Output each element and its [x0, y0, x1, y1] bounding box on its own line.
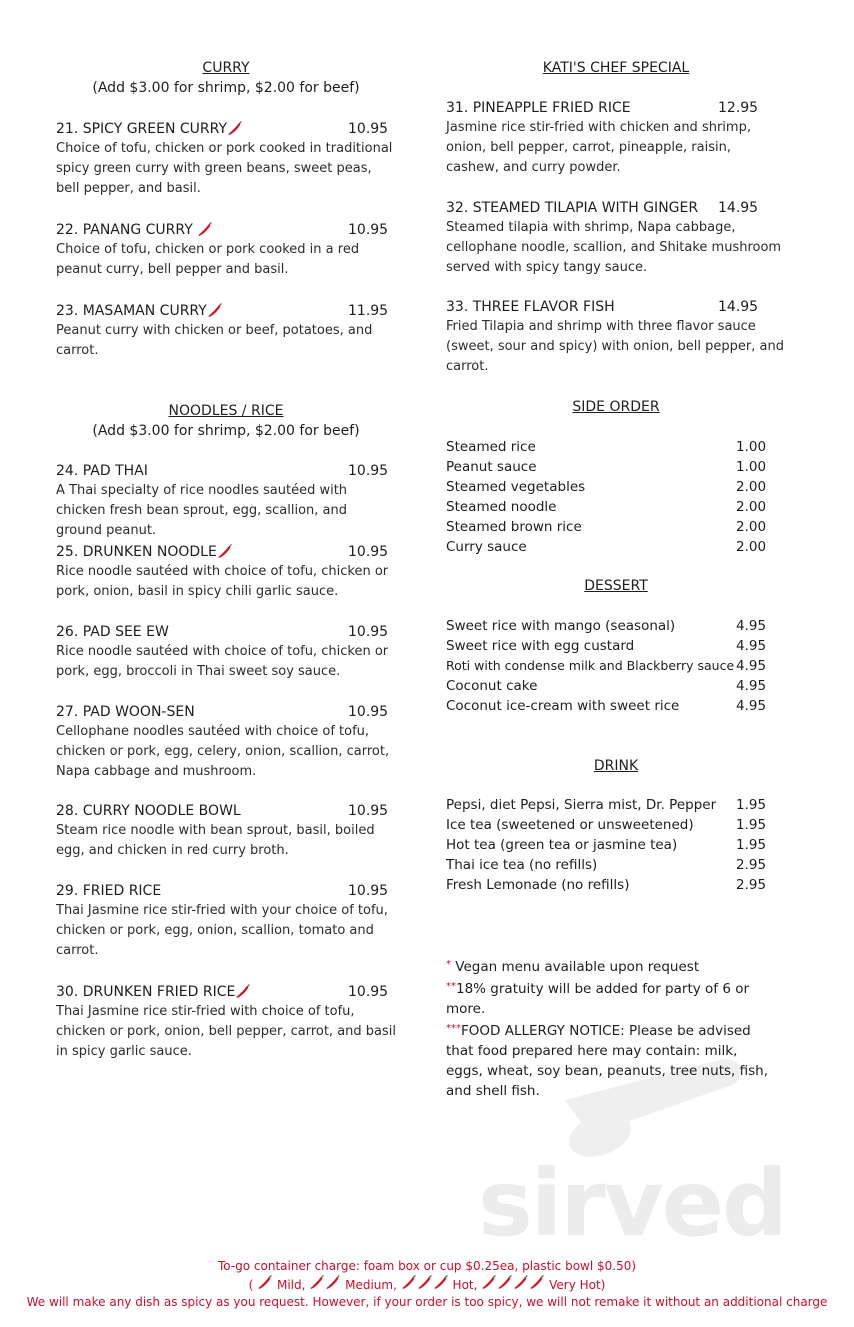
section-curry	[56, 58, 396, 98]
legend-hot: Hot,	[452, 1278, 478, 1292]
item-price: 10.95	[348, 463, 389, 479]
legend-very-hot: Very Hot)	[549, 1278, 606, 1292]
item-description: Thai Jasmine rice stir-fried with your choice of tofu, chicken or pork, egg, onion, scallion, tomato and carrot.	[56, 903, 388, 958]
chili-pepper-icon	[497, 1275, 513, 1291]
item-name: Steamed rice	[446, 439, 536, 455]
chili-pepper-icon	[417, 1275, 433, 1291]
item-name: Peanut sauce	[446, 459, 537, 475]
item-name: Steamed vegetables	[446, 479, 586, 495]
menu-item	[56, 622, 396, 682]
item-description: A Thai specialty of rice noodles sautéed with chicken fresh bean sprout, egg, scallion, and ground peanut.	[56, 483, 348, 538]
section-title-side-order: SIDE ORDER	[572, 399, 660, 415]
item-name: 22. PANANG CURRY	[56, 222, 193, 238]
item-name: Fresh Lemonade (no refills)	[446, 877, 630, 893]
item-name: Steamed brown rice	[446, 519, 582, 535]
chili-pepper-icon	[207, 303, 223, 319]
list-item	[446, 855, 786, 875]
item-description: Rice noodle sautéed with choice of tofu, chicken or pork, egg, broccoli in Thai sweet soy sauce.	[56, 644, 389, 679]
item-description: Steam rice noodle with bean sprout, basil, boiled egg, and chicken in red curry broth.	[56, 823, 375, 858]
chili-pepper-icon	[433, 1275, 449, 1291]
note-gratuity	[446, 977, 776, 1019]
menu-item	[56, 119, 396, 199]
item-name: 32. STEAMED TILAPIA WITH GINGER	[446, 200, 699, 216]
menu-item	[56, 301, 396, 361]
list-item	[446, 815, 786, 835]
menu-item	[56, 542, 396, 602]
chili-pepper-icon	[513, 1275, 529, 1291]
item-description: Jasmine rice stir-fried with chicken and shrimp, onion, bell pepper, carrot, pineapple, raisin, cashew, and curry powder.	[446, 120, 751, 175]
item-name: 23. MASAMAN CURRY	[56, 303, 207, 319]
drink-list	[446, 795, 786, 895]
chili-pepper-icon	[481, 1275, 497, 1291]
item-price: 4.95	[736, 618, 767, 634]
section-subtitle: (Add $3.00 for shrimp, $2.00 for beef)	[92, 423, 360, 439]
section-noodles-rice	[56, 401, 396, 441]
section-title: CURRY	[202, 60, 250, 76]
notes	[446, 955, 776, 1101]
chili-pepper-icon	[309, 1275, 325, 1291]
list-item	[446, 497, 786, 517]
menu-item	[56, 881, 396, 961]
chili-pepper-icon	[217, 544, 233, 560]
section-subtitle: (Add $3.00 for shrimp, $2.00 for beef)	[92, 80, 360, 96]
chili-pepper-icon	[529, 1275, 545, 1291]
spicy-policy: We will make any dish as spicy as you request. However, if your order is too spicy, we will not remake it without an additional charge	[26, 1295, 828, 1309]
menu-item	[446, 198, 786, 278]
side-order-list	[446, 437, 786, 557]
list-item	[446, 537, 786, 557]
item-description: Cellophane noodles sautéed with choice of tofu, chicken or pork, egg, celery, onion, scallion, carrot, Napa cabbage and mushroom.	[56, 724, 390, 779]
list-item	[446, 616, 786, 636]
chili-pepper-icon	[401, 1275, 417, 1291]
list-item	[446, 517, 786, 537]
item-price: 2.00	[736, 499, 767, 515]
chili-pepper-icon	[257, 1275, 273, 1291]
note-text: FOOD ALLERGY NOTICE: Please be advised that food prepared here may contain: milk, eggs, wheat, soy bean, peanuts, tree nuts, fish, and shell fish.	[446, 1023, 768, 1099]
menu-item	[56, 801, 396, 861]
item-name: 24. PAD THAI	[56, 463, 148, 479]
item-price: 4.95	[736, 678, 767, 694]
item-price: 10.95	[348, 984, 389, 1000]
item-name: Sweet rice with egg custard	[446, 638, 635, 654]
item-price: 10.95	[348, 883, 389, 899]
item-price: 10.95	[348, 624, 389, 640]
item-name: 27. PAD WOON-SEN	[56, 704, 195, 720]
item-price: 10.95	[348, 121, 389, 137]
legend-open: (	[248, 1278, 254, 1292]
item-name: Coconut cake	[446, 678, 538, 694]
note-text: Vegan menu available upon request	[451, 959, 700, 975]
list-item	[446, 477, 786, 497]
item-description: Choice of tofu, chicken or pork cooked in a red peanut curry, bell pepper and basil.	[56, 242, 360, 277]
item-price: 1.95	[736, 817, 767, 833]
item-description: Choice of tofu, chicken or pork cooked in traditional spicy green curry with green beans, sweet peas, bell pepper, and basil.	[56, 141, 393, 196]
note-text: 18% gratuity will be added for party of 6 or more.	[446, 981, 750, 1017]
item-price: 4.95	[736, 658, 767, 674]
item-price: 2.95	[736, 857, 767, 873]
item-name: 30. DRUNKEN FRIED RICE	[56, 984, 236, 1000]
section-title-dessert: DESSERT	[584, 578, 648, 594]
item-name: Roti with condense milk and Blackberry sauce	[446, 658, 735, 673]
list-item	[446, 437, 786, 457]
item-price: 14.95	[718, 200, 759, 216]
item-name: Pepsi, diet Pepsi, Sierra mist, Dr. Pepper	[446, 797, 717, 813]
menu-item	[56, 702, 396, 782]
item-name: 21. SPICY GREEN CURRY	[56, 121, 228, 137]
item-name: 29. FRIED RICE	[56, 883, 162, 899]
note-marker: *	[446, 959, 451, 970]
item-price: 4.95	[736, 698, 767, 714]
item-name: 25. DRUNKEN NOODLE	[56, 544, 217, 560]
item-price: 10.95	[348, 704, 389, 720]
item-price: 2.00	[736, 519, 767, 535]
item-name: Steamed noodle	[446, 499, 557, 515]
list-item	[446, 835, 786, 855]
menu-item	[56, 982, 396, 1062]
list-item	[446, 875, 786, 895]
item-description: Thai Jasmine rice stir-fried with choice of tofu, chicken or pork, onion, bell pepper, carrot, and basil in spicy garlic sauce.	[56, 1004, 396, 1059]
item-name: Sweet rice with mango (seasonal)	[446, 618, 676, 634]
item-price: 2.00	[736, 479, 767, 495]
item-name: Thai ice tea (no refills)	[446, 857, 598, 873]
item-price: 11.95	[348, 303, 389, 319]
note-marker: ***	[446, 1023, 461, 1034]
chili-pepper-icon	[197, 222, 213, 238]
section-title: NOODLES / RICE	[168, 403, 284, 419]
item-price: 1.95	[736, 837, 767, 853]
watermark-text: sirved	[478, 1150, 786, 1257]
section-title-chef-special: KATI'S CHEF SPECIAL	[542, 60, 690, 76]
chili-pepper-icon	[235, 984, 251, 1000]
note-vegan	[446, 955, 776, 977]
item-price: 10.95	[348, 544, 389, 560]
item-price: 10.95	[348, 803, 389, 819]
list-item	[446, 676, 786, 696]
note-allergy	[446, 1019, 776, 1101]
menu-item	[446, 297, 786, 377]
section-title-drink: DRINK	[593, 758, 639, 774]
footer	[0, 1258, 854, 1311]
item-name: Curry sauce	[446, 539, 527, 555]
list-item	[446, 656, 786, 676]
list-item	[446, 696, 786, 716]
item-description: Rice noodle sautéed with choice of tofu, chicken or pork, onion, basil in spicy chili garlic sauce.	[56, 564, 389, 599]
legend-medium: Medium,	[345, 1278, 397, 1292]
item-price: 10.95	[348, 222, 389, 238]
spice-legend	[0, 1275, 854, 1294]
item-price: 4.95	[736, 638, 767, 654]
item-price: 1.95	[736, 797, 767, 813]
menu-item	[56, 461, 396, 541]
chili-pepper-icon	[227, 121, 243, 137]
list-item	[446, 457, 786, 477]
item-name: 33. THREE FLAVOR FISH	[446, 299, 615, 315]
item-description: Steamed tilapia with shrimp, Napa cabbage, cellophane noodle, scallion, and Shitake mushroom served with spicy tangy sauce.	[446, 220, 782, 275]
item-name: 26. PAD SEE EW	[56, 624, 169, 640]
menu-item	[446, 98, 786, 178]
item-price: 12.95	[718, 100, 759, 116]
menu-item	[56, 220, 396, 280]
item-name: Ice tea (sweetened or unsweetened)	[446, 817, 694, 833]
item-price: 1.00	[736, 459, 767, 475]
item-name: Hot tea (green tea or jasmine tea)	[446, 837, 678, 853]
item-description: Fried Tilapia and shrimp with three flavor sauce (sweet, sour and spicy) with onion, bell pepper, and carrot.	[446, 319, 784, 374]
legend-mild: Mild,	[276, 1278, 306, 1292]
dessert-list	[446, 616, 786, 716]
list-item	[446, 636, 786, 656]
list-item	[446, 795, 786, 815]
note-marker: **	[446, 981, 456, 992]
item-price: 2.00	[736, 539, 767, 555]
item-name: 28. CURRY NOODLE BOWL	[56, 803, 241, 819]
item-price: 2.95	[736, 877, 767, 893]
chili-pepper-icon	[325, 1275, 341, 1291]
item-price: 1.00	[736, 439, 767, 455]
item-price: 14.95	[718, 299, 759, 315]
item-name: Coconut ice-cream with sweet rice	[446, 698, 680, 714]
item-description: Peanut curry with chicken or beef, potatoes, and carrot.	[56, 323, 373, 358]
container-charge: To-go container charge: foam box or cup $0.25ea, plastic bowl $0.50)	[217, 1259, 637, 1273]
item-name: 31. PINEAPPLE FRIED RICE	[446, 100, 631, 116]
